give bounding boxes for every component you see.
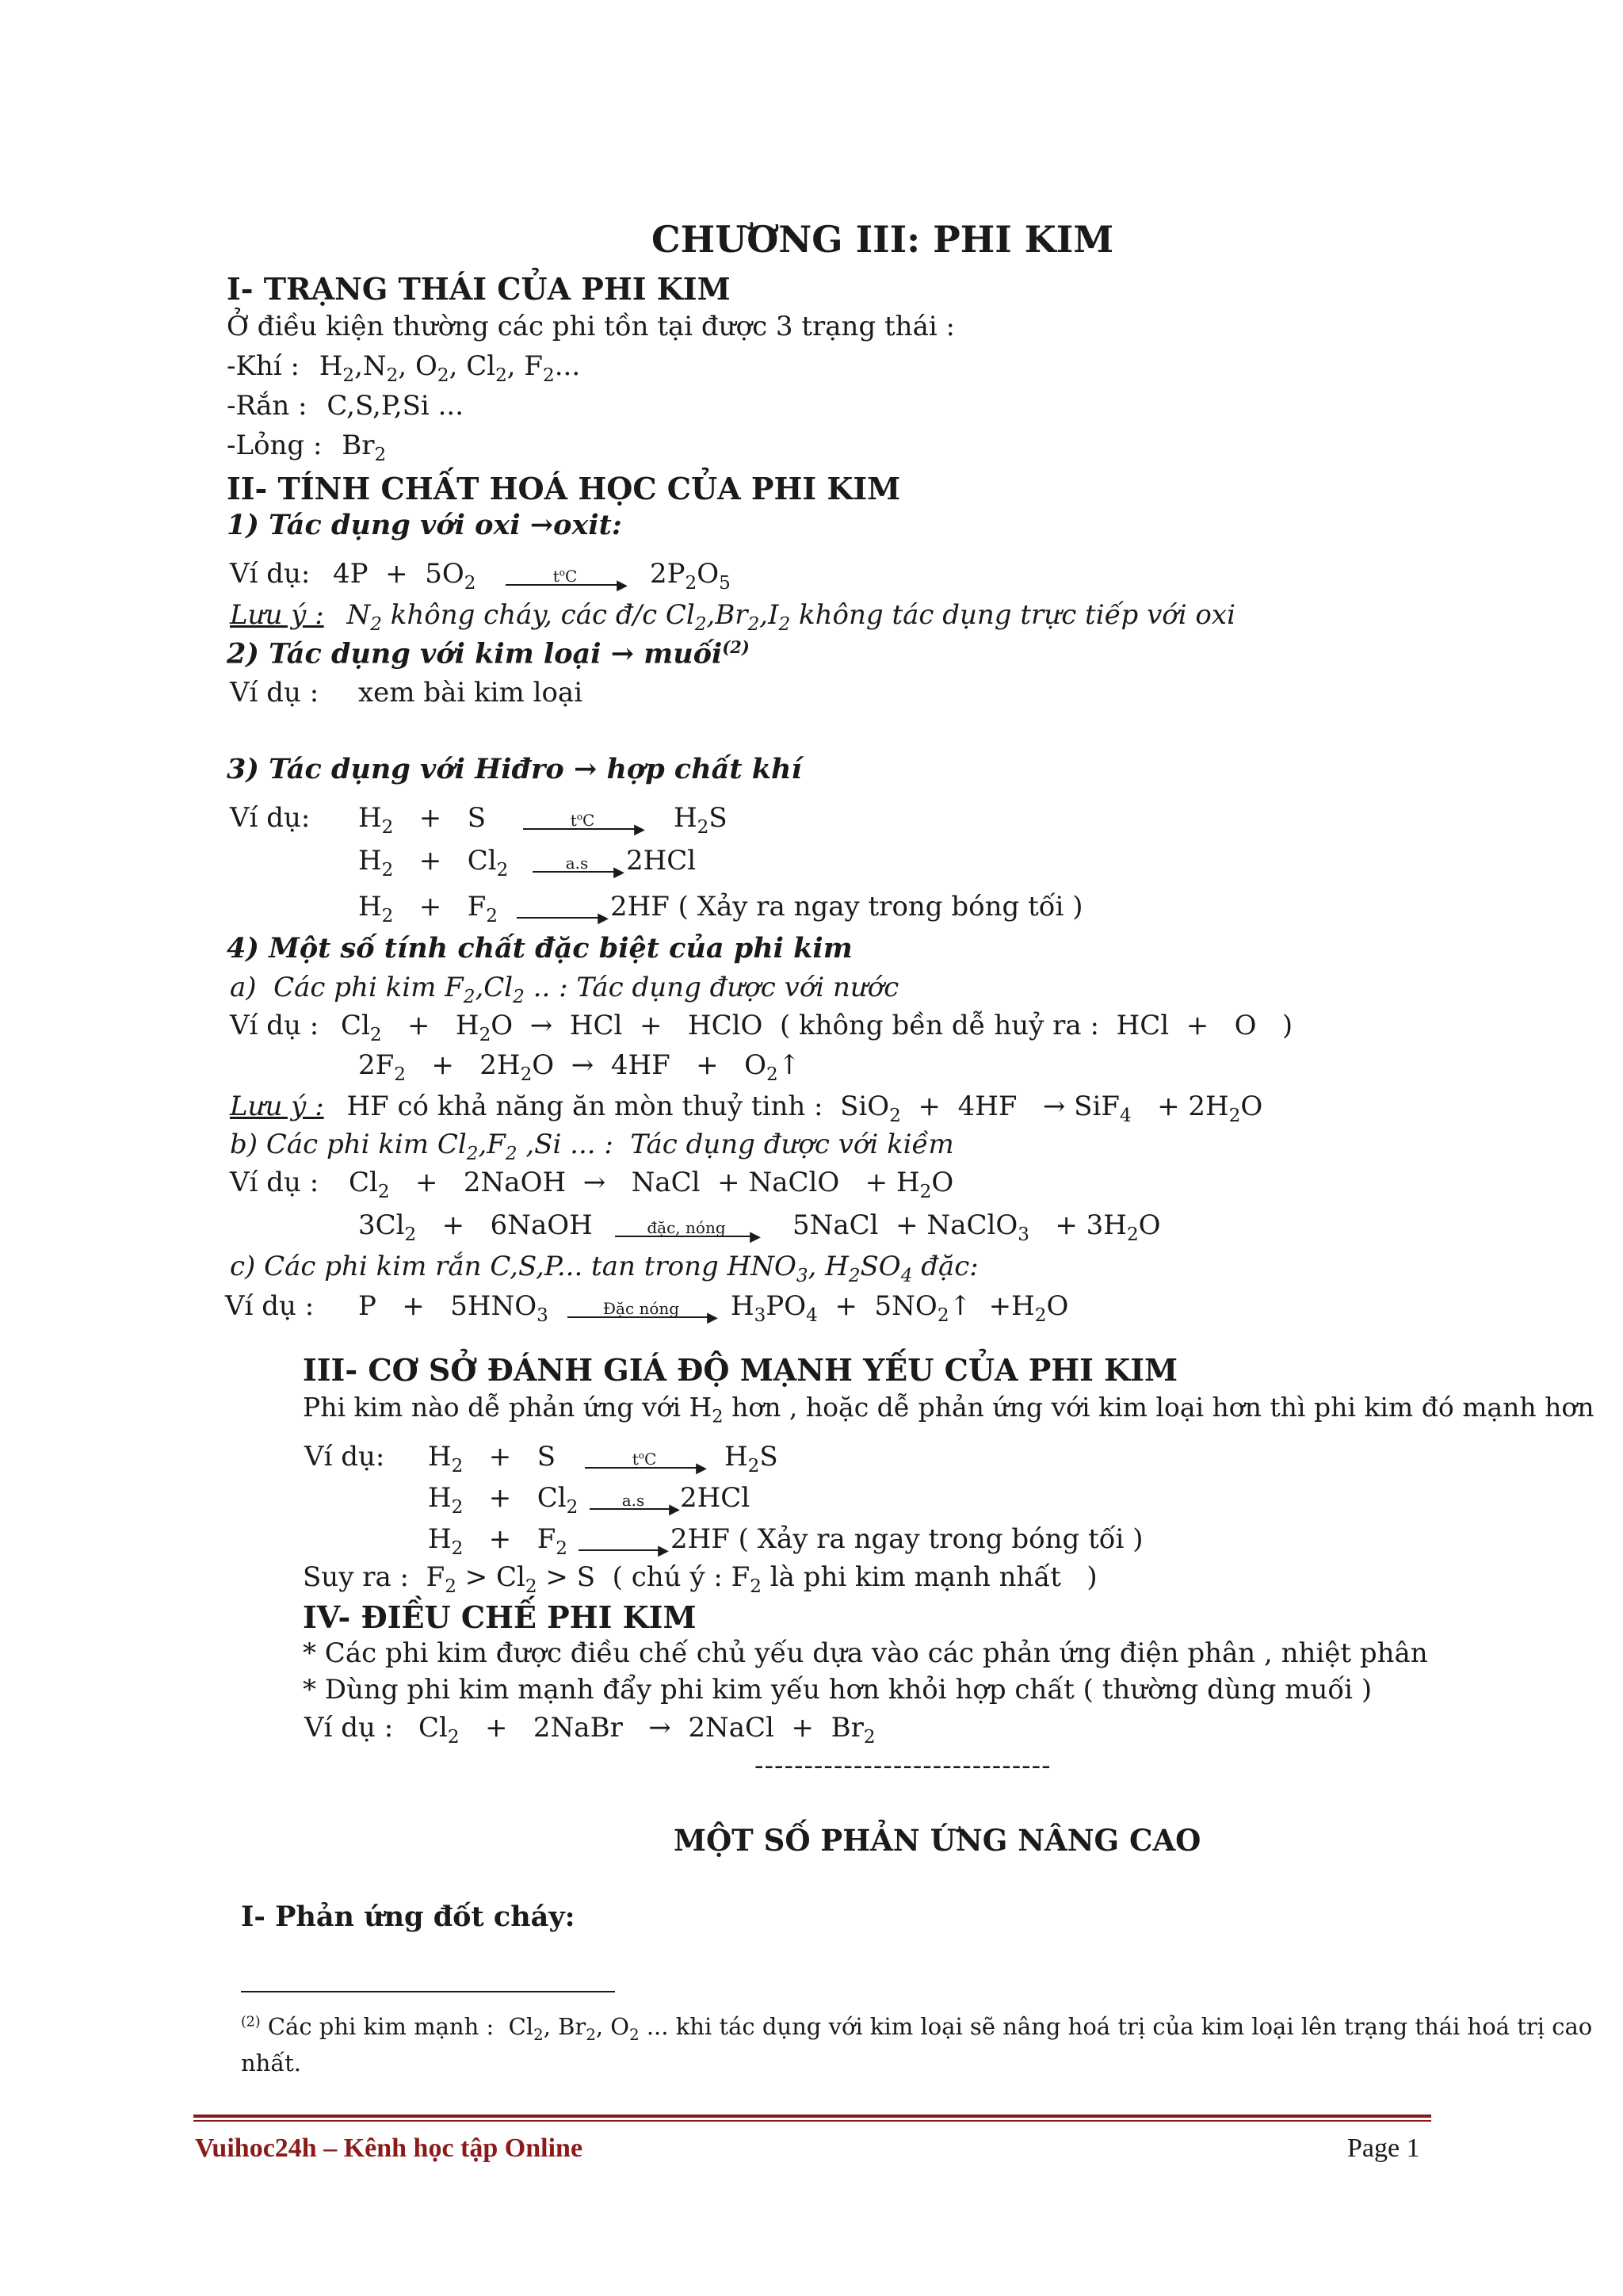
equation-cl2-nabr: $Cl_2$ + 2NaBr → 2NaCl + $Br_2$ [418,1712,876,1748]
section-1-intro: Ở điều kiện thường các phi tồn tại được 3 trạng thái : [227,311,955,342]
note-2-label: Lưu ý : [230,1091,324,1122]
reaction-arrow: a.s ▶ [533,861,621,876]
equation-f2-water: $2F_2 + 2H_2O \to 4HF$ + $O_2↑$ [358,1049,801,1085]
footnote-marker: (2) [241,2014,261,2030]
note-2-text: HF có khả năng ăn mòn thuỷ tinh : $SiO_2 + 4HF \to SiF_4 + 2H_2O$ [346,1091,1263,1126]
property-4a-label: Ví dụ : [230,1010,319,1041]
arrow-condition: a.s [621,1491,645,1510]
equation-h2-cl2-left: $H_2 + Cl_2$ [358,845,509,881]
equation-p-hno3-left: $P + 5HNO_3$ [358,1290,548,1326]
arrow-condition: $t^oC$ [632,1450,657,1469]
section-4-heading: IV- ĐIỀU CHẾ PHI KIM [303,1599,697,1635]
example-2-text: xem bài kim loại [358,677,583,709]
footnote-ref: (2) [722,637,750,657]
equation-oxidation-right: $2P_2O_5$ [650,558,731,594]
equation-cl2-naoh-hot-left: $3Cl_2$ + 6NaOH [358,1209,593,1245]
property-4b-label: Ví dụ : [230,1167,319,1198]
equation-cl2-naoh-hot-right: 5NaCl + NaClO$_3$ + $3H_2O$ [792,1209,1161,1245]
property-2-heading [227,637,750,670]
arrow-condition: $t^oC$ [552,567,578,586]
footer-rule-bottom [193,2120,1431,2122]
reaction-arrow: đặc, nóng ▶ [615,1225,758,1240]
state-gas [227,350,580,386]
footnote-line-2: nhất. [241,2050,301,2076]
reaction-arrow: ▶ [579,1539,666,1554]
section-divider: ------------------------------ [754,1750,1052,1782]
s3-equation-h2-s-right: $H_2S$ [724,1441,778,1477]
section-3-heading: III- CƠ SỞ ĐÁNH GIÁ ĐỘ MẠNH YẾU CỦA PHI KIM [303,1352,1178,1388]
reaction-arrow: $t^oC$ ▶ [585,1457,704,1472]
state-gas-value: $H_2,N_2$, $O_2$, $Cl_2$, $F_2$... [319,350,581,386]
state-liquid-label: -Lỏng : [227,430,323,461]
equation-oxidation-left: $4P + 5O_2$ [333,558,476,594]
property-2-text: 2) Tác dụng với kim loại → muối [227,637,723,670]
state-solid-label: -Rắn : [227,390,307,422]
arrow-condition: $t^oC$ [570,811,595,830]
s3-equation-h2-cl2-left: $H_2 + Cl_2$ [428,1482,579,1518]
property-4-heading: 4) Một số tính chất đặc biệt của phi kim [227,932,853,965]
state-liquid [227,430,386,465]
footnote-rule [241,1991,615,1992]
example-2-label: Ví dụ : [230,677,319,709]
footnote-line-1: $^{(2)}$ Các phi kim mạnh : $Cl_2$, $Br_2$, $O_2$ ... khi tác dụng với kim loại sẽ nâng hoá trị của kim loại lên trạng thái hoá trị cao [241,2013,1593,2044]
property-3-heading: 3) Tác dụng với Hiđro → hợp chất khí [227,753,802,785]
state-liquid-value: $Br_2$ [342,430,387,465]
section-5-heading: MỘT SỐ PHẢN ỨNG NÂNG CAO [674,1823,1201,1858]
note-1 [230,599,1235,635]
example-3-label: Ví dụ: [230,802,311,834]
state-gas-label: -Khí : [227,350,300,382]
section-4-bullet-2: * Dùng phi kim mạnh đẩy phi kim yếu hơn khỏi hợp chất ( thường dùng muối ) [303,1674,1373,1706]
s3-equation-h2-s-left: $H_2 + S$ [428,1441,556,1477]
section-1-heading: I- TRẠNG THÁI CỦA PHI KIM [227,271,731,307]
state-solid-value: C,S,P,Si ... [327,390,464,422]
equation-cl2-naoh: $Cl_2$ + 2NaOH → NaCl + NaClO + $H_2O$ [349,1167,954,1202]
section-4-example-label: Ví dụ : [304,1712,394,1744]
arrow-condition: Đặc nóng [602,1299,680,1318]
note-1-text: $N_2$ không cháy, các đ/c $Cl_2,Br_2,I_2$ không tác dụng trực tiếp với oxi [346,599,1235,635]
section-3-conclusion: Suy ra : $F_2 > Cl_2 > S$ ( chú ý : $F_2$ là phi kim mạnh nhất ) [303,1561,1098,1597]
footer-brand: Vuihoc24h – Kênh học tập Online [195,2134,583,2163]
page-title: CHƯƠNG III: PHI KIM [651,218,1114,261]
arrow-condition: đặc, nóng [647,1218,726,1237]
property-4c-label: Ví dụ : [225,1290,315,1322]
note-1-label: Lưu ý : [230,599,324,631]
s3-equation-h2-f2-left: $H_2 + F_2$ [428,1523,567,1559]
property-1-heading: 1) Tác dụng với oxi →oxit: [227,509,622,541]
section-4-bullet-1: * Các phi kim được điều chế chủ yếu dựa vào các phản ứng điện phân , nhiệt phân [303,1637,1428,1669]
page-number: Page 1 [1347,2134,1420,2163]
reaction-arrow: ▶ [517,907,605,922]
reaction-arrow: Đặc nóng ▶ [567,1306,715,1321]
equation-cl2-water: $Cl_2 + H_2O$ → HCl + HClO ( không bền dễ huỷ ra : HCl + O ) [341,1010,1293,1045]
s3-equation-h2-f2-right: 2HF ( Xảy ra ngay trong bóng tối ) [670,1523,1144,1555]
reaction-arrow: a.s ▶ [590,1498,677,1513]
equation-h2-s-right: $H_2S$ [674,802,727,838]
section-3-example-label: Ví dụ: [304,1441,385,1473]
state-solid [227,390,464,422]
section-5-subheading: I- Phản ứng đốt cháy: [241,1901,575,1933]
reaction-arrow: $t^oC$ ▶ [506,574,624,589]
equation-h2-cl2-right: 2HCl [626,845,697,877]
example-1-label: Ví dụ: [230,558,311,590]
property-4a-heading: a) Các phi kim $F_2,Cl_2$ .. : Tác dụng được với nước [230,972,899,1007]
section-2-heading: II- TÍNH CHẤT HOÁ HỌC CỦA PHI KIM [227,471,901,506]
equation-h2-f2-right: 2HF ( Xảy ra ngay trong bóng tối ) [610,891,1083,923]
section-3-intro: Phi kim nào dễ phản ứng với $H_2$ hơn , hoặc dễ phản ứng với kim loại hơn thì phi kim đó mạnh hơn [303,1392,1594,1427]
reaction-arrow: $t^oC$ ▶ [523,818,642,833]
property-4b-heading: b) Các phi kim $Cl_2,F_2$ ,Si ... : Tác dụng được với kiềm [230,1129,954,1164]
property-4c-heading: c) Các phi kim rắn C,S,P... tan trong $HNO_3$, $H_2SO_4$ đặc: [230,1251,979,1286]
s3-equation-h2-cl2-right: 2HCl [680,1482,750,1514]
note-2 [230,1091,1262,1126]
equation-h2-s-left: $H_2 + S$ [358,802,486,838]
arrow-condition: a.s [565,854,589,873]
equation-h2-f2-left: $H_2 + F_2$ [358,891,498,926]
footer-rule-top [193,2115,1431,2118]
equation-p-hno3-right: $H_3PO_4$ + $5NO_2↑ +H_2O$ [731,1290,1069,1326]
